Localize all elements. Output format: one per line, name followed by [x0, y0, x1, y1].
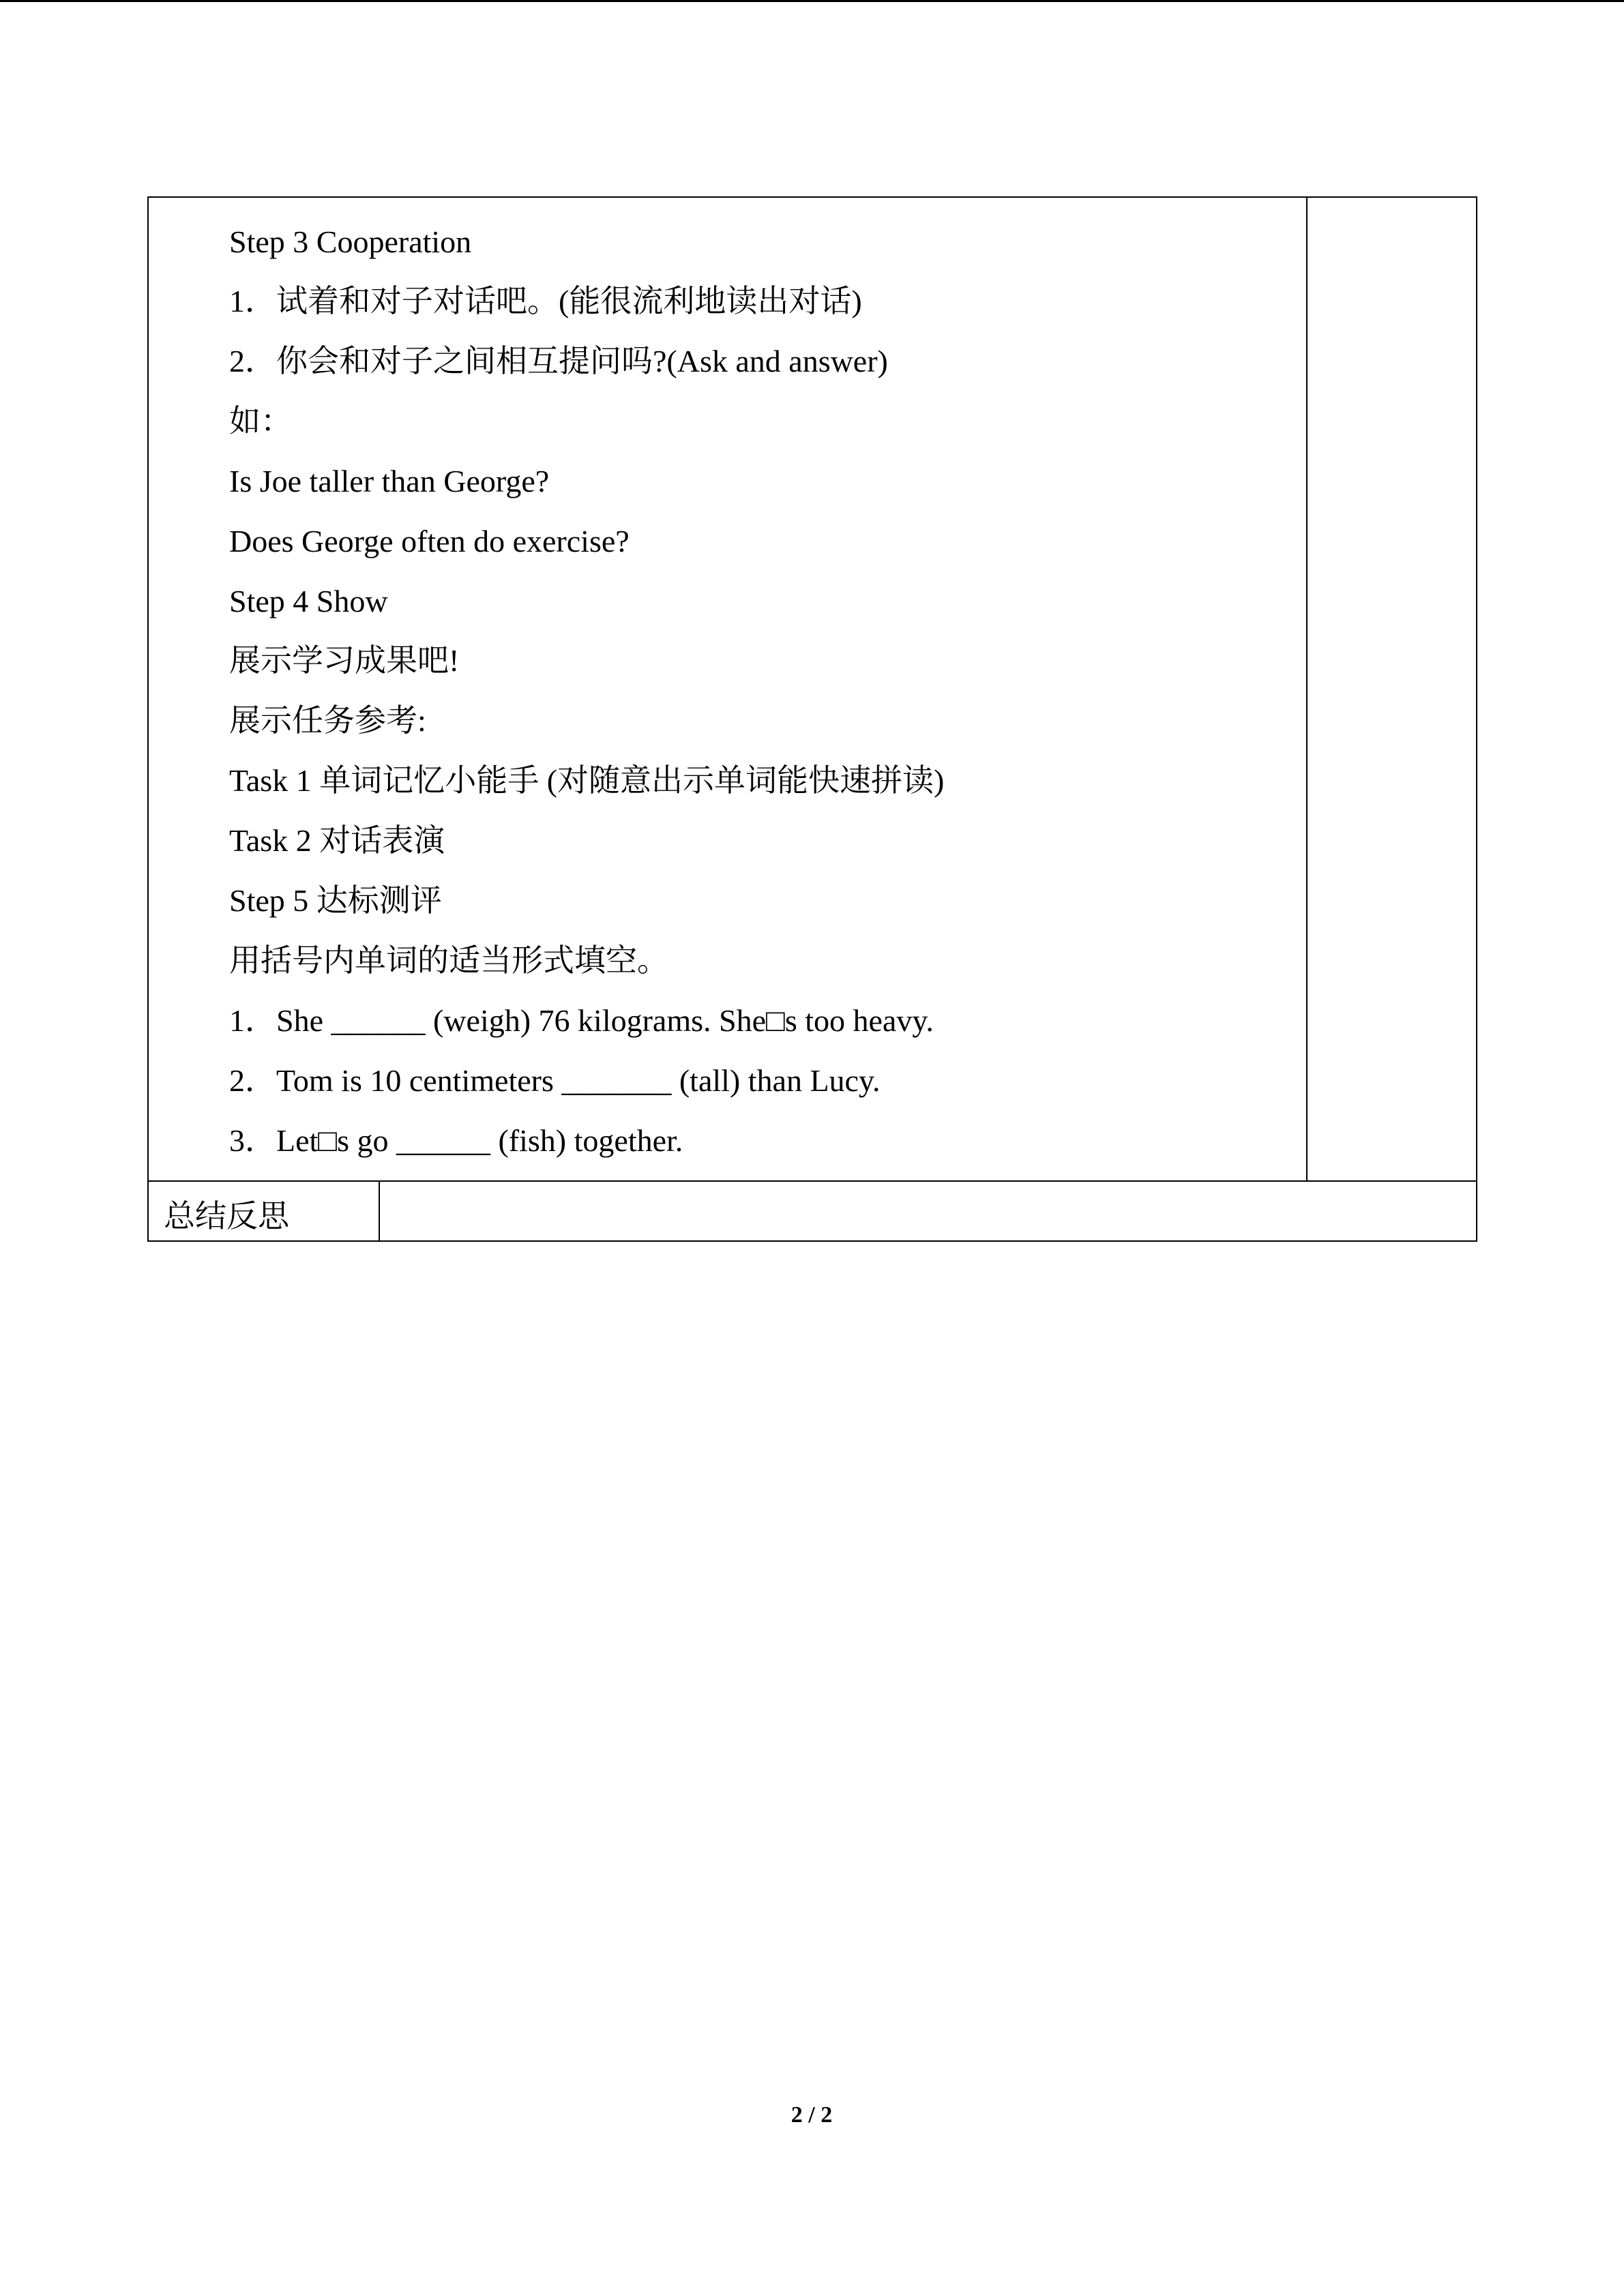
reflection-label-cell	[149, 1182, 380, 1240]
cooperation-item-1: 1．试着和对子对话吧。(能很流利地读出对话)	[229, 284, 862, 318]
exercise-item-3: 3．Let□s go ______ (fish) together.	[229, 1123, 683, 1158]
example-label: 如：	[229, 404, 292, 438]
task-2: Task 2 对话表演	[229, 823, 445, 858]
lesson-table	[147, 196, 1477, 1242]
exercise-instruction: 用括号内单词的适当形式填空。	[229, 943, 668, 978]
example-question-1: Is Joe taller than George?	[229, 464, 550, 498]
step-5-heading: Step 5 达标测评	[229, 883, 442, 918]
lesson-content-cell	[149, 198, 1308, 1180]
step-3-heading: Step 3 Cooperation	[229, 224, 472, 259]
reflection-label: 总结反思	[164, 1199, 289, 1234]
task-1: Task 1 单词记忆小能手 (对随意出示单词能快速拼读)	[229, 763, 945, 798]
cooperation-item-2: 2．你会和对子之间相互提问吗?(Ask and answer)	[229, 344, 888, 378]
exercise-item-2: 2．Tom is 10 centimeters _______ (tall) than Lucy.	[229, 1063, 881, 1098]
example-question-2: Does George often do exercise?	[229, 524, 630, 558]
step-4-heading: Step 4 Show	[229, 584, 388, 618]
show-task-reference: 展示任务参考:	[229, 703, 426, 738]
exercise-item-1: 1．She ______ (weigh) 76 kilograms. She□s too heavy.	[229, 1003, 934, 1038]
reflection-value-cell	[380, 1182, 1476, 1240]
page-top-border	[0, 0, 1624, 2]
page-number: 2 / 2	[791, 2102, 833, 2128]
show-instruction: 展示学习成果吧!	[229, 643, 460, 678]
notes-cell	[1308, 198, 1476, 1180]
reflection-row	[149, 1180, 1476, 1240]
